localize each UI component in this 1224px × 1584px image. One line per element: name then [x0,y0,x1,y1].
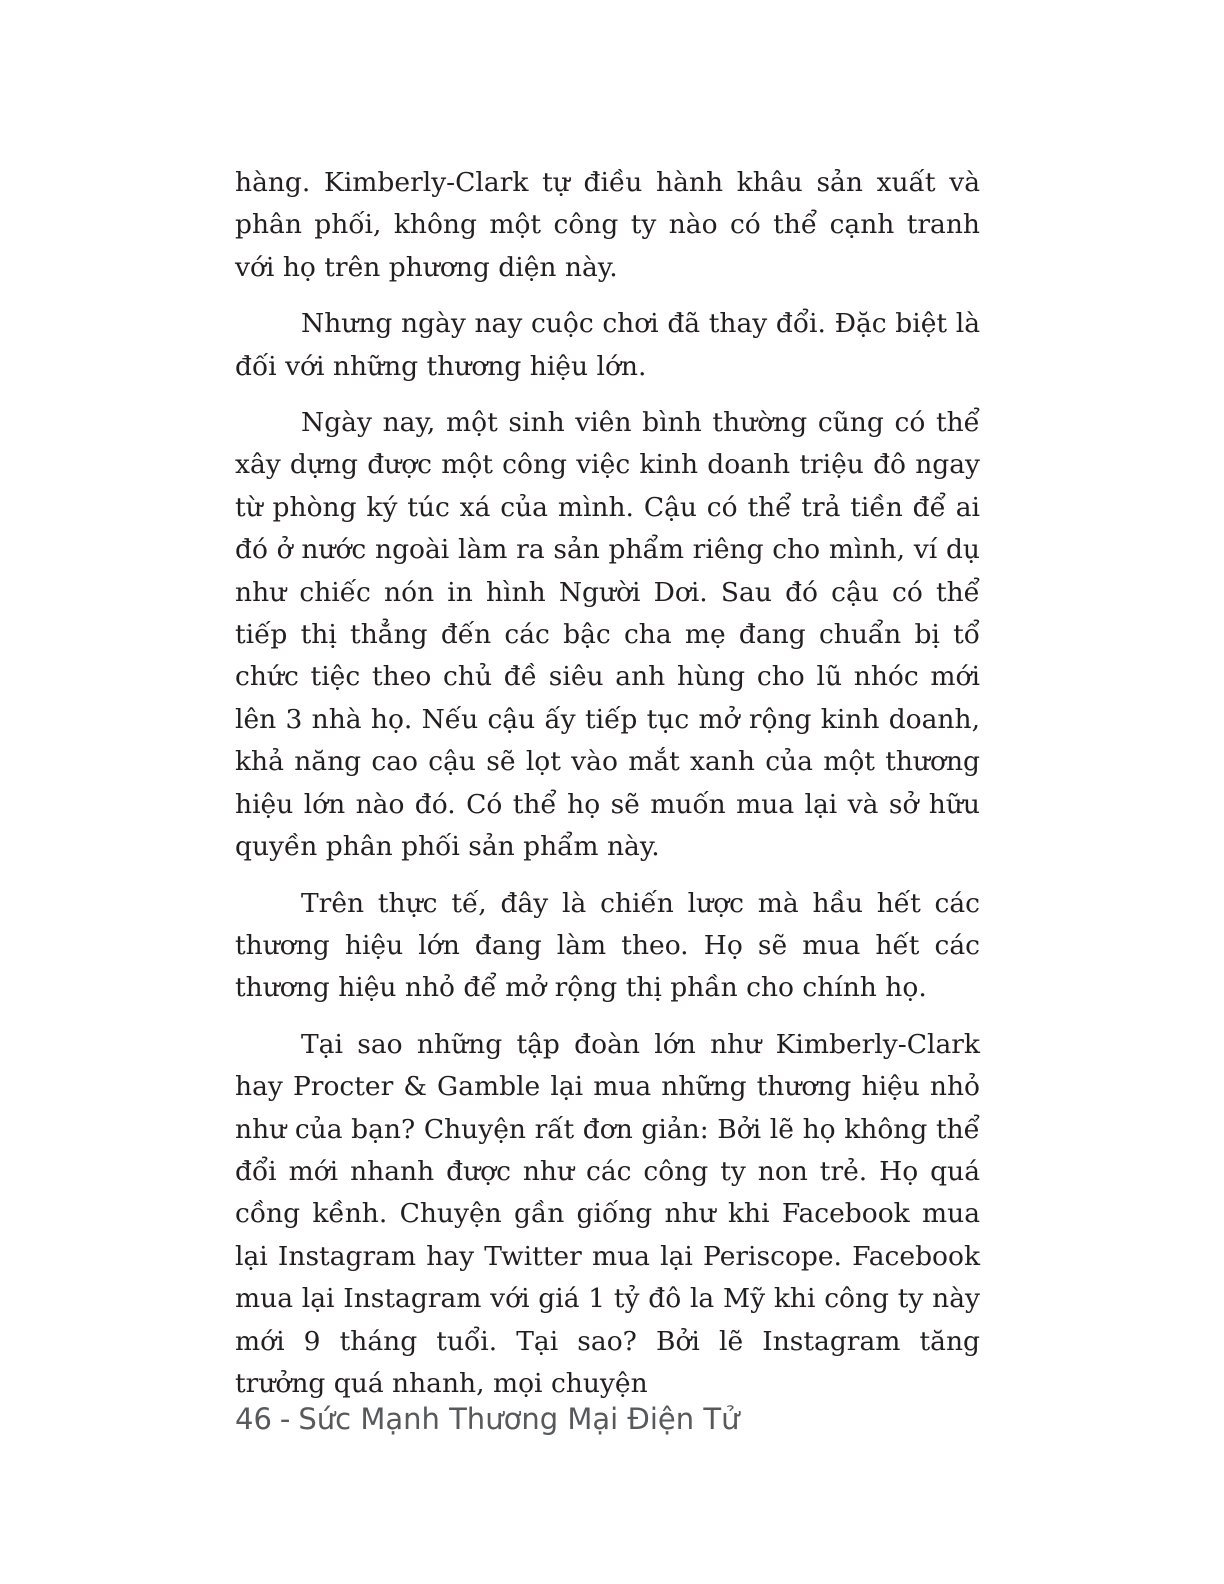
book-title: Sức Mạnh Thương Mại Điện Tử [298,1402,740,1436]
page-footer [235,1402,739,1436]
paragraph: Tại sao những tập đoàn lớn như Kimberly-Clark hay Procter & Gamble lại mua những thương hiệu nhỏ như của bạn? Chuyện rất đơn giản: Bởi lẽ họ không thể đổi mới nhanh được như các công ty non trẻ. Họ quá cồng kềnh. Chuyện gần giống như khi Facebook mua lại Instagram hay Twitter mua lại Periscope. Facebook mua lại Instagram với giá 1 tỷ đô la Mỹ khi công ty này mới 9 tháng tuổi. Tại sao? Bởi lẽ Instagram tăng trưởng quá nhanh, mọi chuyện [235,1028,980,1399]
body-text [235,162,980,1419]
paragraph-continuation: hàng. Kimberly-Clark tự điều hành khâu sản xuất và phân phối, không một công ty nào có thể cạnh tranh với họ trên phương diện này. [235,167,980,283]
paragraph: Trên thực tế, đây là chiến lược mà hầu hết các thương hiệu lớn đang làm theo. Họ sẽ mua hết các thương hiệu nhỏ để mở rộng thị phần cho chính họ. [235,887,980,1004]
paragraph: Nhưng ngày nay cuộc chơi đã thay đổi. Đặc biệt là đối với những thương hiệu lớn. [235,308,980,382]
page-number: 46 [235,1402,272,1436]
footer-separator: - [279,1402,291,1436]
paragraph: Ngày nay, một sinh viên bình thường cũng có thể xây dựng được một công việc kinh doanh triệu đô ngay từ phòng ký túc xá của mình. Cậu có thể trả tiền để ai đó ở nước ngoài làm ra sản phẩm riêng cho mình, ví dụ như chiếc nón in hình Người Dơi. Sau đó cậu có thể tiếp thị thẳng đến các bậc cha mẹ đang chuẩn bị tổ chức tiệc theo chủ đề siêu anh hùng cho lũ nhóc mới lên 3 nhà họ. Nếu cậu ấy tiếp tục mở rộng kinh doanh, khả năng cao cậu sẽ lọt vào mắt xanh của một thương hiệu lớn nào đó. Có thể họ sẽ muốn mua lại và sở hữu quyền phân phối sản phẩm này. [235,407,980,863]
